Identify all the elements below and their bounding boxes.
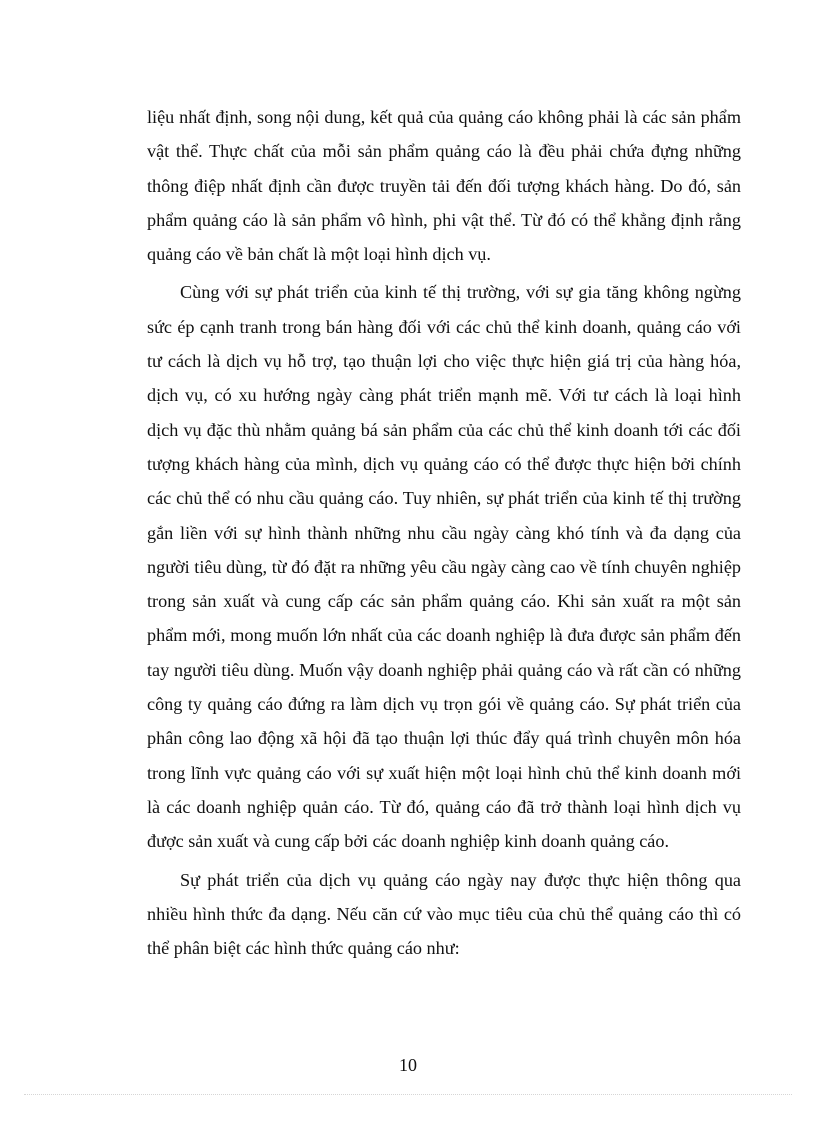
paragraph-advertising-forms: Sự phát triển của dịch vụ quảng cáo ngày nay được thực hiện thông qua nhiều hình thức đa dạng. Nếu căn cứ vào mục tiêu của chủ thể quảng cáo thì có thể phân biệt các hình thức quảng cáo như: [147,869,741,959]
footer-divider [24,1094,792,1095]
page-number: 10 [399,1055,417,1075]
paragraph-advertising-development: Cùng với sự phát triển của kinh tế thị trường, với sự gia tăng không ngừng sức ép cạnh tranh trong bán hàng đối với các chủ thể kinh doanh, quảng cáo với tư cách là dịch vụ hỗ trợ, tạo thuận lợi cho việc thực hiện giá trị của hàng hóa, dịch vụ, có xu hướng ngày càng phát triển mạnh mẽ. Với tư cách là loại hình dịch vụ đặc thù nhằm quảng bá sản phẩm của các chủ thể kinh doanh tới các đối tượng khách hàng của mình, dịch vụ quảng cáo có thể được thực hiện bởi chính các chủ thể có nhu cầu quảng cáo. Tuy nhiên, sự phát triển của kinh tế thị trường gắn liền với sự hình thành những nhu cầu ngày càng khó tính và đa dạng của người tiêu dùng, từ đó đặt ra những yêu cầu ngày càng cao về tính chuyên nghiệp trong sản xuất và cung cấp các sản phẩm quảng cáo. Khi sản xuất ra một sản phẩm mới, mong muốn lớn nhất của các doanh nghiệp là đưa được sản phẩm đến tay người tiêu dùng. Muốn vậy doanh nghiệp phải quảng cáo và rất cần có những công ty quảng cáo đứng ra làm dịch vụ trọn gói về quảng cáo. Sự phát triển của phân công lao động xã hội đã tạo thuận lợi thúc đẩy quá trình chuyên môn hóa trong lĩnh vực quảng cáo với sự xuất hiện một loại hình chủ thể kinh doanh mới là các doanh nghiệp quản cáo. Từ đó, quảng cáo đã trở thành loại hình dịch vụ được sản xuất và cung cấp bởi các doanh nghiệp kinh doanh quảng cáo. [147,282,741,852]
paragraph-continuation: liệu nhất định, song nội dung, kết quả của quảng cáo không phải là các sản phẩm vật thể. Thực chất của mỗi sản phẩm quảng cáo là đều phải chứa đựng những thông điệp nhất định cần được truyền tải đến đối tượng khách hàng. Do đó, sản phẩm quảng cáo là sản phẩm vô hình, phi vật thể. Từ đó có thể khẳng định rằng quảng cáo về bản chất là một loại hình dịch vụ. [147,107,741,265]
body-text [147,100,741,965]
